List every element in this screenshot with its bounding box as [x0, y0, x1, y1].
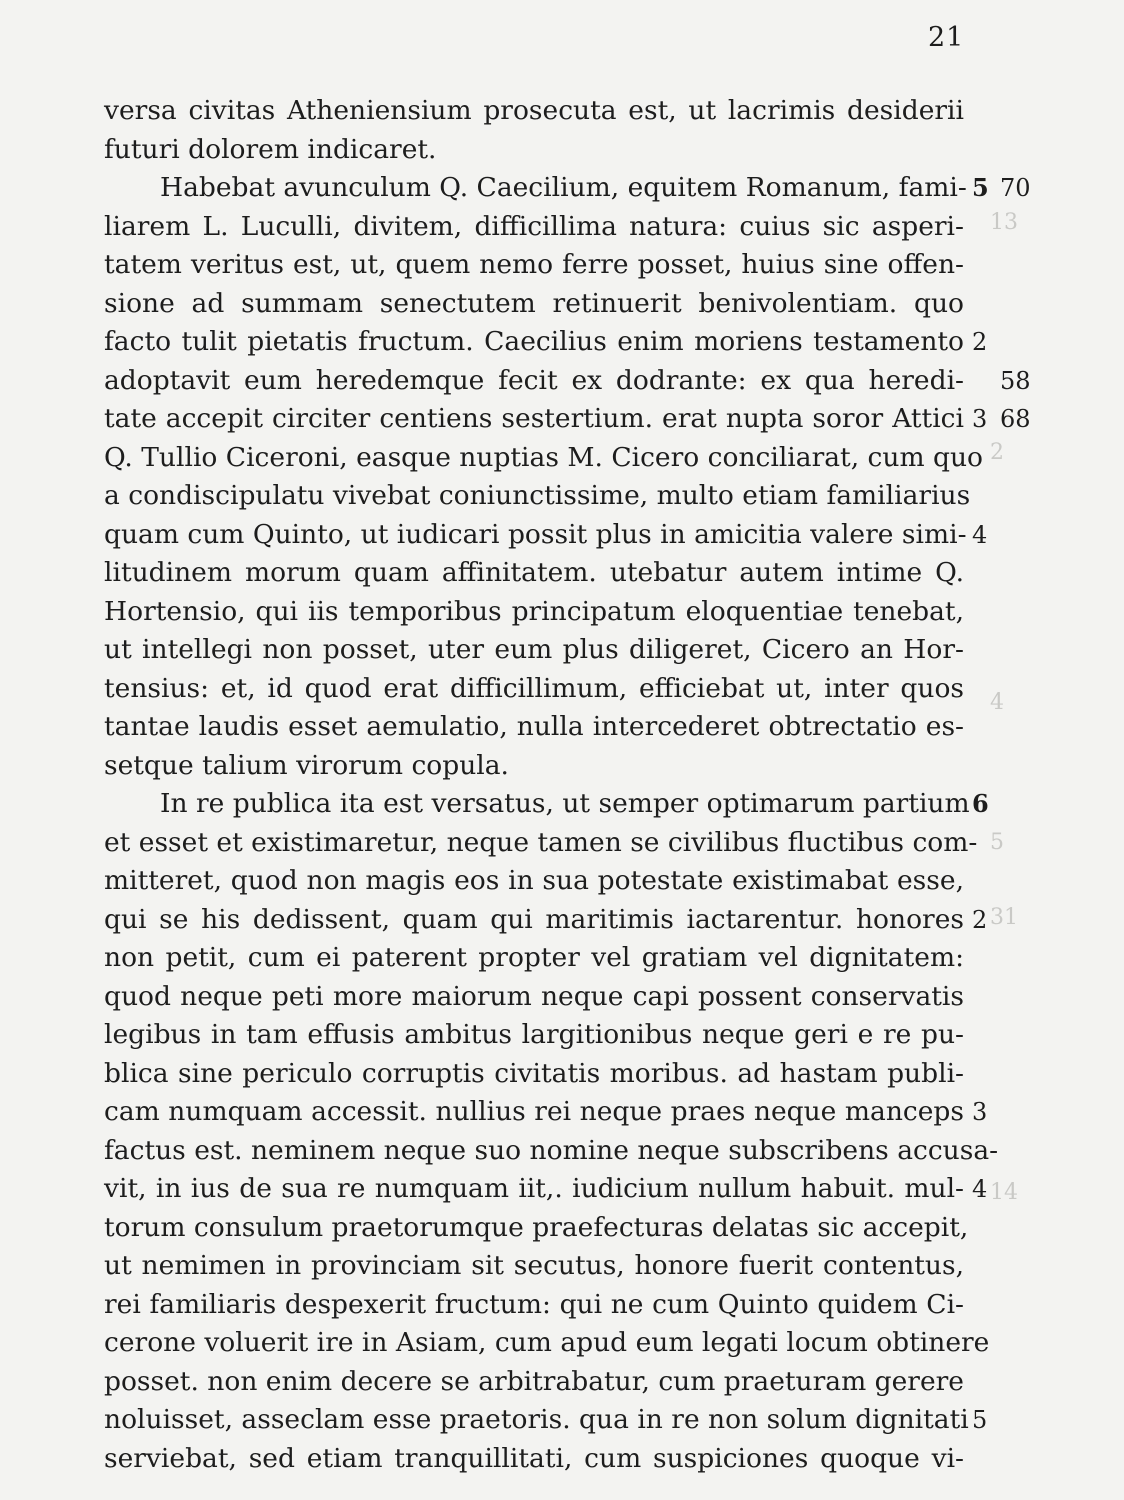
text-line	[104, 708, 974, 747]
section-number: 5	[972, 173, 989, 202]
line-text: versa civitas Atheniensium prosecuta est, ut lacrimis desiderii	[104, 95, 964, 126]
show-through-mark: 5	[990, 830, 1004, 855]
text-line	[104, 670, 974, 709]
text-line	[104, 901, 988, 940]
line-text: facto tulit pietatis fructum. Caecilius enim moriens testamento	[104, 326, 964, 357]
line-text: liarem L. Luculli, divitem, difficillima natura: cuius sic asperi-	[104, 210, 964, 242]
section-number: 2	[972, 328, 988, 356]
text-line	[104, 1401, 988, 1440]
line-text: quam cum Quinto, ut iudicari possit plus in amicitia valere simi-	[104, 518, 967, 550]
show-through-mark: 14	[990, 1180, 1018, 1205]
text-line	[104, 1170, 988, 1209]
line-text: sione ad summam senectutem retinuerit benivolentiam. quo	[104, 287, 964, 319]
line-text: ut intellegi non posset, uter eum plus diligeret, Cicero an Hor-	[104, 634, 964, 665]
section-number: 4	[972, 1175, 988, 1203]
text-line	[104, 1363, 974, 1402]
text-line	[104, 1286, 974, 1325]
text-line	[104, 1324, 990, 1363]
line-text: In re publica ita est versatus, ut semper optimarum partium	[160, 788, 970, 819]
show-through-mark: 13	[990, 210, 1018, 235]
section-number: 3	[972, 405, 988, 433]
text-line	[104, 400, 1031, 439]
line-text: legibus in tam effusis ambitus largitionibus neque geri e re pu-	[104, 1019, 964, 1050]
show-through-mark: 4	[990, 690, 1004, 715]
text-line	[104, 208, 974, 247]
text-line	[104, 477, 974, 516]
text-line	[104, 1016, 974, 1055]
section-number: 3	[972, 1098, 988, 1126]
text-line	[104, 862, 974, 901]
show-through-mark: 2	[990, 440, 1004, 465]
text-line	[104, 824, 978, 863]
section-number: 6	[972, 789, 989, 818]
line-text: adoptavit eum heredemque fecit ex dodrante: ex qua heredi-	[104, 364, 964, 396]
text-line	[104, 246, 974, 285]
text-line	[104, 131, 974, 170]
line-text: tantae laudis esset aemulatio, nulla intercederet obtrectatio es-	[104, 711, 964, 742]
text-line	[104, 516, 988, 555]
line-text: tensius: et, id quod erat difficillimum, efficiebat ut, inter quos	[104, 672, 964, 704]
reference-number: 70	[1000, 174, 1031, 202]
line-text: non petit, cum ei paterent propter vel gratiam vel dignitatem:	[104, 942, 964, 973]
text-line	[104, 785, 989, 824]
show-through-mark: 31	[990, 905, 1018, 930]
text-line	[104, 747, 974, 786]
line-text: setque talium virorum copula.	[104, 749, 509, 781]
line-text: et esset et existimaretur, neque tamen se civilibus fluctibus com-	[104, 826, 978, 858]
section-number: 5	[972, 1406, 988, 1434]
line-text: tate accepit circiter centiens sestertium. erat nupta soror Attici	[104, 403, 964, 434]
line-text: blica sine periculo corruptis civitatis moribus. ad hastam publi-	[104, 1057, 964, 1089]
text-line	[104, 1093, 988, 1132]
line-text: Q. Tullio Ciceroni, easque nuptias M. Cicero conciliarat, cum quo	[104, 441, 983, 473]
line-text: rei familiaris despexerit fructum: qui ne cum Quinto quidem Ci-	[104, 1288, 964, 1320]
text-line	[104, 439, 983, 478]
line-text: cerone voluerit ire in Asiam, cum apud eum legati locum obtinere	[104, 1327, 990, 1358]
line-text: Hortensio, qui iis temporibus principatum eloquentiae tenebat,	[104, 595, 964, 627]
text-line	[104, 1440, 974, 1479]
text-line	[104, 1055, 974, 1094]
line-text: qui se his dedissent, quam qui maritimis iactarentur. honores	[104, 903, 964, 935]
line-text: serviebat, sed etiam tranquillitati, cum suspiciones quoque vi-	[104, 1442, 964, 1474]
text-line	[104, 978, 974, 1017]
line-text: factus est. neminem neque suo nomine neque subscribens accusa-	[104, 1134, 999, 1166]
line-text: noluisset, asseclam esse praetoris. qua in re non solum dignitati	[104, 1404, 969, 1435]
text-line	[104, 92, 974, 131]
text-line	[104, 1132, 999, 1171]
text-line	[104, 939, 974, 978]
text-line	[104, 362, 1031, 401]
section-number: 4	[972, 520, 988, 549]
line-text: cam numquam accessit. nullius rei neque praes neque manceps	[104, 1096, 964, 1127]
text-line	[104, 323, 988, 362]
line-text: quod neque peti more maiorum neque capi possent conservatis	[104, 980, 964, 1012]
text-line	[104, 285, 974, 324]
line-text: vit, in ius de sua re numquam iit,. iudicium nullum habuit. mul-	[104, 1173, 964, 1204]
reference-number: 68	[1000, 405, 1031, 433]
text-line	[104, 1247, 974, 1286]
text-line	[104, 593, 974, 632]
line-text: futuri dolorem indicaret.	[104, 133, 437, 165]
line-text: ut nemimen in provinciam sit secutus, honore fuerit contentus,	[104, 1250, 964, 1281]
line-text: a condiscipulatu vivebat coniunctissime, multo etiam familiarius	[104, 480, 971, 511]
text-line	[104, 1209, 974, 1248]
section-number: 2	[972, 905, 988, 934]
page-number: 21	[928, 22, 965, 53]
text-line	[104, 169, 1031, 208]
line-text: posset. non enim decere se arbitrabatur, cum praeturam gerere	[104, 1365, 964, 1397]
reference-number: 58	[1000, 366, 1031, 395]
line-text: Habebat avunculum Q. Caecilium, equitem Romanum, fami-	[160, 172, 967, 203]
line-text: torum consulum praetorumque praefecturas delatas sic accepit,	[104, 1211, 969, 1243]
line-text: mitteret, quod non magis eos in sua potestate existimabat esse,	[104, 865, 964, 896]
line-text: litudinem morum quam affinitatem. utebatur autem intime Q.	[104, 557, 964, 588]
text-line	[104, 631, 974, 670]
text-line	[104, 554, 974, 593]
line-text: tatem veritus est, ut, quem nemo ferre posset, huius sine offen-	[104, 249, 964, 280]
